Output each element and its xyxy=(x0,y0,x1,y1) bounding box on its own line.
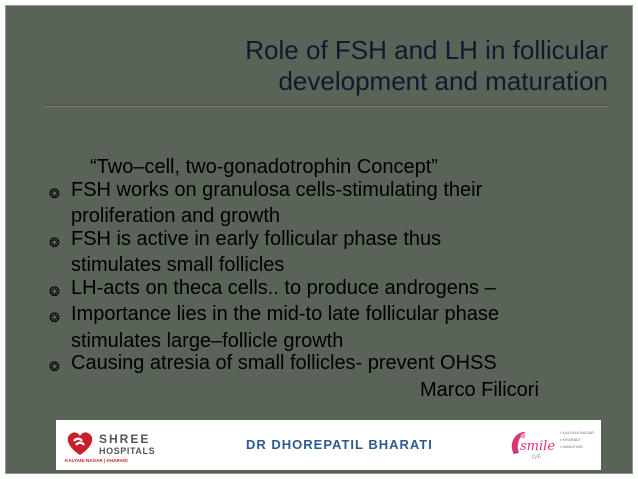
bullet-text: FSH works on granulosa cells-stimulating their xyxy=(71,178,483,201)
bullet-item xyxy=(49,303,619,330)
bullet-item xyxy=(49,277,619,304)
location-item: • KHARADI xyxy=(560,437,581,442)
title-line: development and maturation xyxy=(278,66,608,96)
bullet-item xyxy=(49,228,619,255)
citation-author: Marco Filicori xyxy=(420,378,539,401)
bullet-item xyxy=(49,179,619,206)
hospital-locations: KALYANI NAGAR | KHARADI xyxy=(65,458,128,463)
bullet-continuation: proliferation and growth xyxy=(71,205,281,227)
bullet-text: Importance lies in the mid-to late follicular phase xyxy=(71,303,499,325)
bullet-text: LH-acts on theca cells.. to produce androgens – xyxy=(71,276,496,299)
bullet-icon: ❂ xyxy=(49,234,60,250)
slide-frame xyxy=(5,5,633,474)
shree-hospitals-logo xyxy=(62,425,174,465)
smile-ivf-logo xyxy=(506,426,556,464)
slide-body xyxy=(49,156,619,401)
bullet-icon: ❂ xyxy=(49,283,60,299)
bullet-icon: ❂ xyxy=(49,359,60,374)
footer-banner xyxy=(56,420,601,470)
location-item: • KALYANI NAGAR xyxy=(560,430,595,435)
bullet-icon: ❂ xyxy=(49,310,60,325)
bullet-continuation: stimulates large–follicle growth xyxy=(71,329,344,352)
bullet-text: Causing atresia of small follicles- prevent OHSS xyxy=(71,352,497,374)
bullet-continuation: stimulates small follicles xyxy=(71,254,285,276)
hospital-sub: HOSPITALS xyxy=(99,446,156,456)
concept-line: “Two–cell, two-gonadotrophin Concept” xyxy=(90,156,438,178)
location-item: • MANCHAR xyxy=(560,444,583,449)
smile-sub-text: IVF xyxy=(532,455,542,461)
title-line: Role of FSH and LH in follicular xyxy=(245,35,608,65)
slide-title xyxy=(156,35,608,97)
doctor-name: DR DHOREPATIL BHARATI xyxy=(246,437,433,452)
smile-brand-text: smile xyxy=(520,439,556,454)
title-divider xyxy=(44,105,608,107)
bullet-item xyxy=(49,352,619,379)
shree-heart-icon xyxy=(68,432,92,455)
hospital-name: SHREE xyxy=(99,432,151,446)
bullet-icon: ❂ xyxy=(49,185,60,201)
smile-locations xyxy=(560,429,600,450)
bullet-text: FSH is active in early follicular phase thus xyxy=(71,227,442,250)
